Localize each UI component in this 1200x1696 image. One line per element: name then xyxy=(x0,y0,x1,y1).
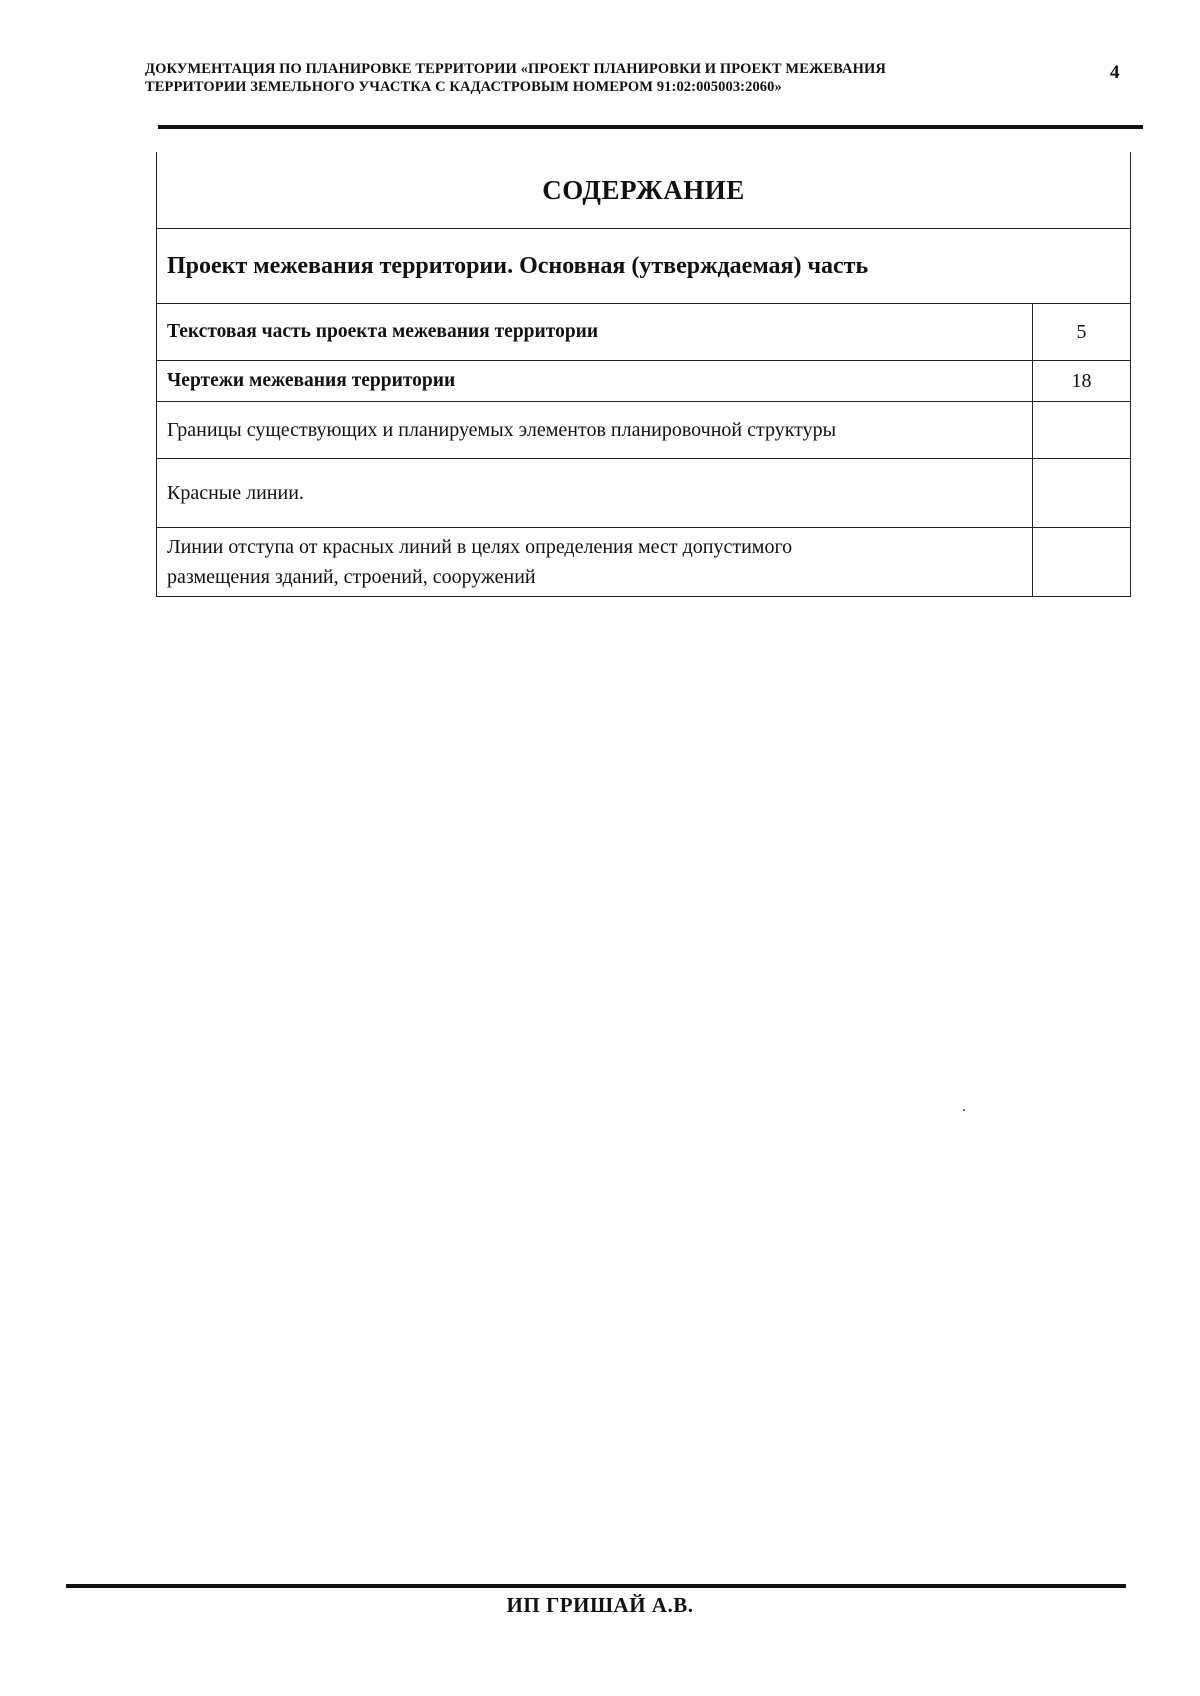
header-line-2: ТЕРРИТОРИИ ЗЕМЕЛЬНОГО УЧАСТКА С КАДАСТРОВЫМ НОМЕРОМ 91:02:005003:2060» xyxy=(145,79,782,95)
document-header xyxy=(145,60,1025,96)
toc-row-label: Границы существующих и планируемых элементов планировочной структуры xyxy=(157,402,1033,459)
toc-row-page: 5 xyxy=(1033,304,1131,361)
toc-row-label xyxy=(157,528,1033,597)
toc-row-label: Красные линии. xyxy=(157,459,1033,528)
page-number: 4 xyxy=(1110,62,1120,83)
toc-row-page xyxy=(1033,402,1131,459)
toc-row xyxy=(157,459,1131,528)
toc-row-label: Текстовая часть проекта межевания территории xyxy=(157,304,1033,361)
toc-row-page xyxy=(1033,528,1131,597)
toc-section-heading: Проект межевания территории. Основная (утверждаемая) часть xyxy=(157,229,1131,304)
toc-row-label-line-2: размещения зданий, строений, сооружений xyxy=(167,566,536,588)
header-divider xyxy=(158,125,1143,129)
toc-row xyxy=(157,361,1131,402)
toc-title: СОДЕРЖАНИЕ xyxy=(157,152,1131,229)
toc-row-label-line-1: Линии отступа от красных линий в целях определения мест допустимого xyxy=(167,536,793,558)
table-of-contents xyxy=(156,152,1131,597)
toc-title-row xyxy=(157,152,1131,229)
toc-row xyxy=(157,402,1131,459)
toc-row-page: 18 xyxy=(1033,361,1131,402)
toc-row xyxy=(157,304,1131,361)
toc-row-label: Чертежи межевания территории xyxy=(157,361,1033,402)
header-line-1: ДОКУМЕНТАЦИЯ ПО ПЛАНИРОВКЕ ТЕРРИТОРИИ «ПРОЕКТ ПЛАНИРОВКИ И ПРОЕКТ МЕЖЕВАНИЯ xyxy=(145,61,886,77)
toc-row-page xyxy=(1033,459,1131,528)
toc-row xyxy=(157,528,1131,597)
footer-company: ИП ГРИШАЙ А.В. xyxy=(506,1593,694,1617)
toc-section-row xyxy=(157,229,1131,304)
scan-speck xyxy=(963,1109,965,1111)
footer-divider xyxy=(66,1584,1126,1588)
